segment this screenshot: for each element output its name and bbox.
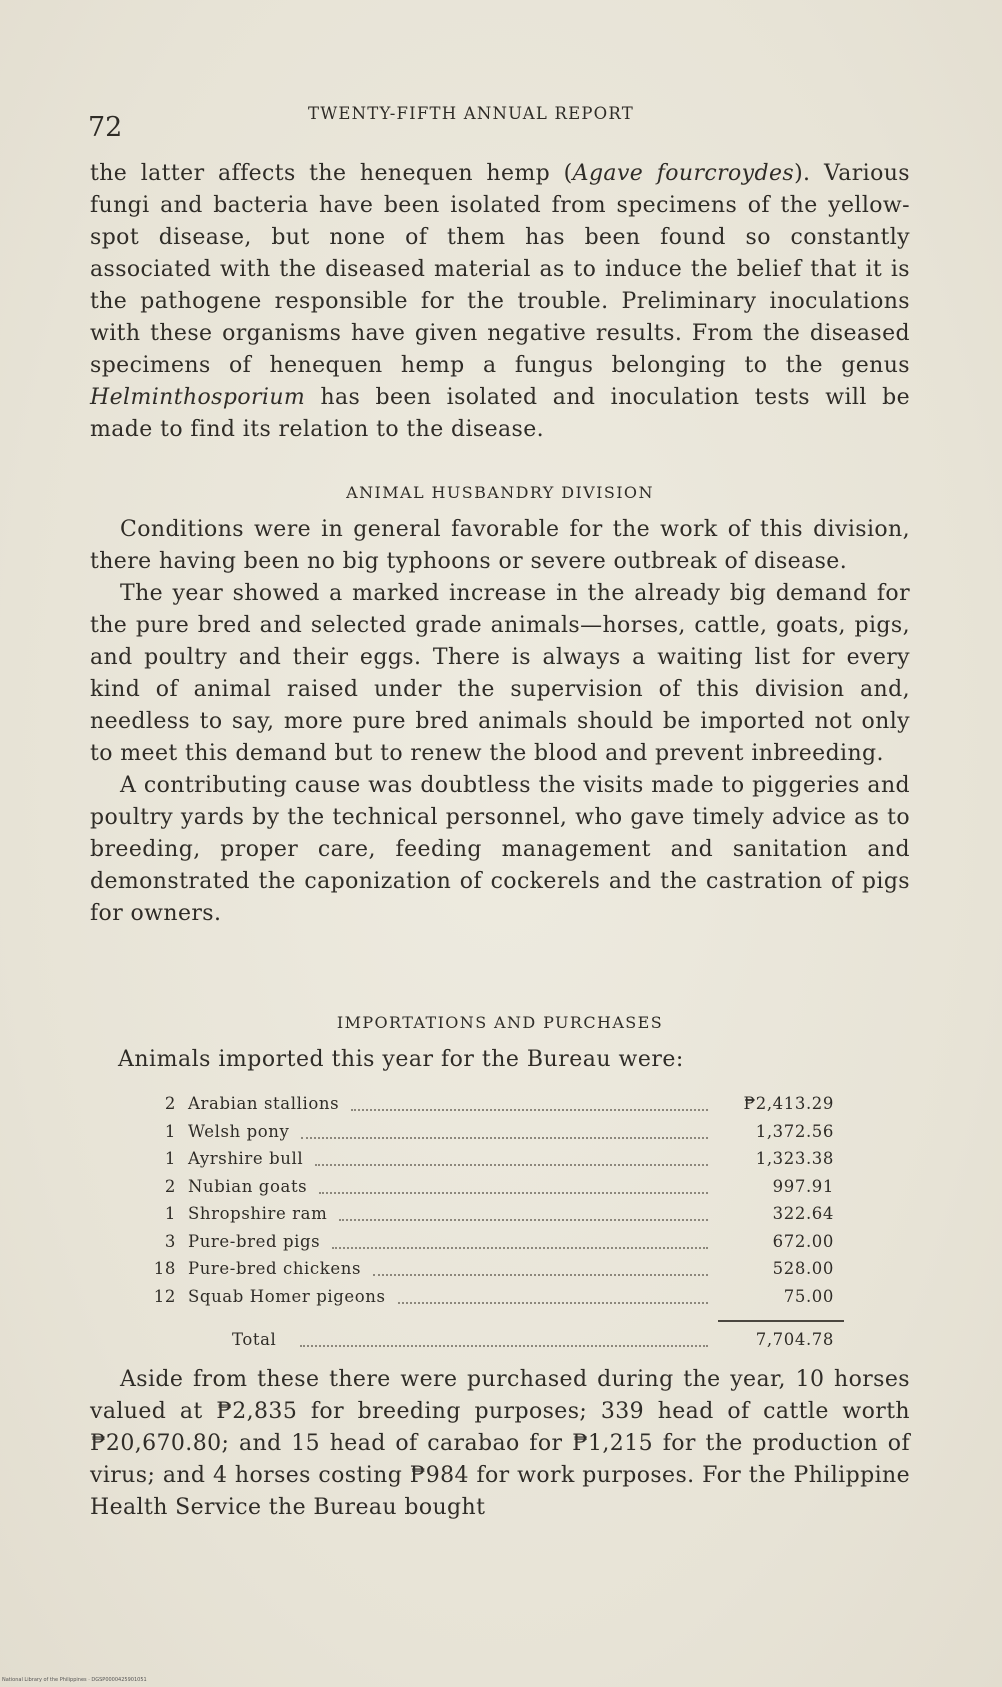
import-row [150,1177,850,1203]
total-amount: 7,704.78 [755,1330,834,1349]
page-number: 72 [88,112,123,143]
section-heading-importations: IMPORTATIONS AND PURCHASES [336,1013,664,1032]
section-heading-animal-husbandry: ANIMAL HUSBANDRY DIVISION [346,483,654,502]
import-row [150,1259,850,1285]
import-item: Welsh pony [188,1121,290,1141]
import-amount: 1,372.56 [755,1121,834,1141]
leader-dots [300,1345,708,1347]
paragraph-text: ). Various fungi and bacteria have been isolated from specimens of the yellow-spot disease, but none of them has been found so constantly associated with the diseased material as to induce the belief that it is the pathogene responsible for the trouble. Preliminary inoculations with these organisms have given negative results. From the diseased specimens of henequen hemp a fungus belonging to the genus [90,161,910,378]
species-name: Agave fourcroydes [572,161,795,186]
leader-dots [339,1219,708,1221]
import-quantity: 18 [153,1259,176,1278]
paragraph-purchases-wrap [90,1364,910,1524]
import-quantity: 1 [164,1121,176,1141]
total-row [150,1330,850,1356]
import-row [150,1287,850,1313]
paragraph-conditions: Conditions were in general favorable for the work of this division, there having been no big typhoons or severe outbreak of disease. [90,517,910,574]
running-head: TWENTY-FIFTH ANNUAL REPORT [308,104,634,123]
import-quantity: 1 [164,1149,176,1168]
paragraph-contributing-cause: A contributing cause was doubtless the visits made to piggeries and poultry yards by the technical personnel, who gave timely advice as to breeding, proper care, feeding management and sanitation and demonstrated the caponization of cockerels and the castration of pigs for owners. [90,773,910,926]
import-item: Arabian stallions [188,1094,340,1113]
import-item: Nubian goats [188,1176,308,1196]
import-quantity: 2 [164,1094,176,1113]
leader-dots [398,1302,708,1304]
import-item: Pure-bred chickens [188,1259,362,1278]
leader-dots [301,1137,708,1139]
import-row [150,1149,850,1175]
import-intro: Animals imported this year for the Bureau were: [118,1047,684,1072]
import-quantity: 3 [164,1231,176,1251]
paragraph-purchases: Aside from these there were purchased during the year, 10 horses valued at ₱2,835 for breeding purposes; 339 head of cattle worth ₱20,670.80; and 15 head of carabao for ₱1,215 for the production of virus; and 4 horses costing ₱984 for work purposes. For the Philippine Health Service the Bureau bought [90,1367,910,1520]
total-rule [718,1320,844,1322]
import-row [150,1122,850,1148]
paragraph-text: has been isolated and inoculation tests will be made to find its relation to the disease. [90,385,910,442]
import-row [150,1204,850,1230]
paragraph-henequen [90,158,910,446]
import-item: Pure-bred pigs [188,1231,321,1251]
import-item: Squab Homer pigeons [188,1286,386,1306]
body-paragraphs [90,514,910,930]
total-label: Total [232,1330,277,1349]
import-amount: 322.64 [772,1204,834,1223]
paragraph-demand: The year showed a marked increase in the already big demand for the pure bred and selected grade animals—horses, cattle, goats, pigs, and poultry and their eggs. There is always a waiting list for every kind of animal raised under the supervision of this division and, needless to say, more pure bred animals should be imported not only to meet this demand but to renew the blood and prevent inbreeding. [90,581,910,766]
import-row [150,1094,850,1120]
scan-footer: National Library of the Philippines · DGSP0000425901051 [2,1677,147,1683]
import-amount: 1,323.38 [755,1149,834,1168]
leader-dots [319,1192,708,1194]
page-header [88,100,918,143]
import-quantity: 12 [153,1286,176,1306]
import-amount: 672.00 [772,1231,834,1251]
leader-dots [373,1274,708,1276]
paragraph-text: the latter affects the henequen hemp ( [90,161,573,186]
leader-dots [351,1109,708,1111]
genus-name: Helminthosporium [90,385,306,410]
import-amount: 997.91 [772,1176,834,1196]
import-amount: 528.00 [772,1259,834,1278]
import-amount: ₱2,413.29 [743,1094,834,1113]
import-item: Ayrshire bull [188,1149,304,1168]
import-quantity: 1 [164,1204,176,1223]
import-item: Shropshire ram [188,1204,328,1223]
leader-dots [315,1164,708,1166]
import-quantity: 2 [164,1176,176,1196]
import-row [150,1232,850,1258]
import-amount: 75.00 [783,1286,834,1306]
leader-dots [332,1247,708,1249]
